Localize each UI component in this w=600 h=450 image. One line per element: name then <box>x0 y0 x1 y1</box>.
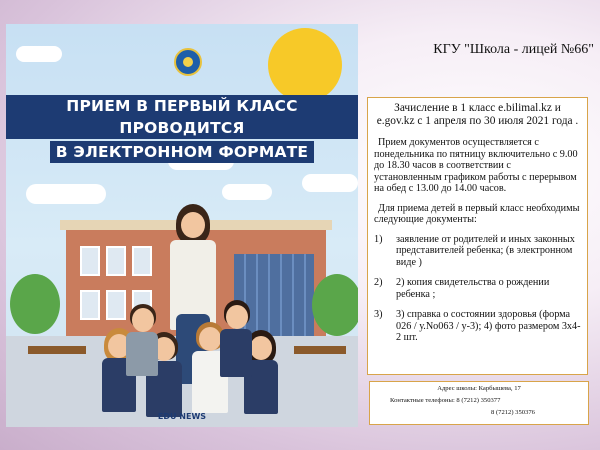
tree-shape <box>10 274 60 334</box>
window-shape <box>106 246 126 276</box>
cloud-shape <box>16 46 62 62</box>
cloud-shape <box>302 174 358 192</box>
list-item <box>374 309 581 344</box>
bench-shape <box>294 346 346 354</box>
edu-news-label: EDU NEWS <box>157 412 207 421</box>
list-item-number: 2) <box>374 277 383 288</box>
contact-phone-1: Контактные телефоны: 8 (7212) 350377 <box>390 397 501 404</box>
contact-phone-2: 8 (7212) 350376 <box>491 409 535 416</box>
list-item-number: 1) <box>374 233 383 245</box>
documents-list <box>374 234 581 344</box>
list-item-text: 3) справка о состоянии здоровья (форма 026 / у.No063 / у-3); 4) фото размером 3х4-2 шт. <box>396 309 581 343</box>
cloud-shape <box>26 184 106 204</box>
contacts-box <box>369 381 589 425</box>
body-shape <box>126 332 158 376</box>
emblem-icon <box>174 48 202 76</box>
bench-shape <box>28 346 86 354</box>
list-item-text: 2) копия свидетельства о рождении ребенка ; <box>396 277 550 300</box>
body-shape <box>220 329 252 377</box>
tree-shape <box>312 274 358 336</box>
list-item-text: заявление от родителей и иных законных представителей ребенка; (в электронном виде ) <box>396 233 575 268</box>
head-shape <box>132 308 154 332</box>
headline-line-1: ПРИЕМ В ПЕРВЫЙ КЛАСС ПРОВОДИТСЯ <box>6 95 358 139</box>
head-shape <box>199 327 221 351</box>
window-shape <box>80 246 100 276</box>
head-shape <box>250 336 272 360</box>
school-title: КГУ "Школа - лицей №66" <box>433 42 594 57</box>
head-shape <box>226 305 248 329</box>
window-shape <box>106 290 126 320</box>
poster-image <box>6 24 358 427</box>
headline-line-2: В ЭЛЕКТРОННОМ ФОРМАТЕ <box>50 141 314 163</box>
reception-hours: Прием документов осуществляется с понедельника по пятницу включительно с 9.00 до 18.30 часов в соответствии с установленным графиком работы с перерывом на обед с 13.00 до 14.00 часов. <box>374 137 578 194</box>
list-item-number: 3) <box>374 309 383 320</box>
poster-headline <box>6 94 358 164</box>
info-box <box>367 97 588 375</box>
head-shape <box>181 212 205 238</box>
window-shape <box>80 290 100 320</box>
sun-shape <box>268 28 342 102</box>
window-shape <box>132 246 152 276</box>
list-item <box>374 234 581 269</box>
glass-facade <box>234 254 314 338</box>
documents-heading: Для приема детей в первый класс необходимы следующие документы: <box>374 202 580 225</box>
enrollment-intro: Зачисление в 1 класс e.bilimal.kz и e.gov.kz с 1 апреля по 30 июля 2021 года . <box>376 102 579 127</box>
cloud-shape <box>222 184 272 200</box>
school-address: Адрес школы: Карбышева, 17 <box>437 385 521 392</box>
list-item <box>374 277 581 300</box>
